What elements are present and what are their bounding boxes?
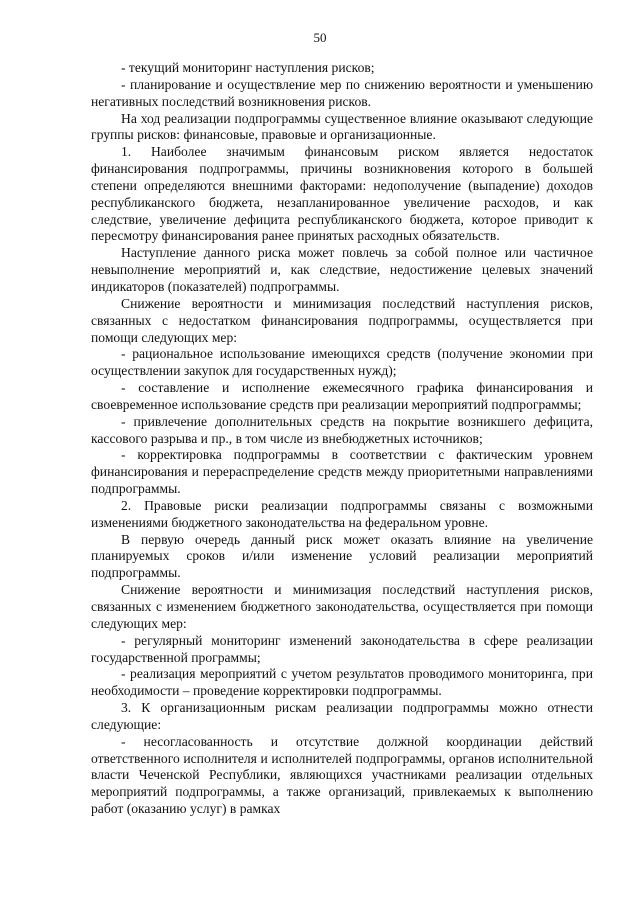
paragraph-risk-groups: На ход реализации подпрограммы существенное влияние оказывают следующие группы рисков: финансовые, правовые и организационные. [91,110,593,143]
list-item-additional-funds: - привлечение дополнительных средств на покрытие возникшего дефицита, кассового разрыва и пр., в том числе из внебюджетных источников; [91,413,593,446]
paragraph-legal-mitigation: Снижение вероятности и минимизация последствий наступления рисков, связанных с изменением бюджетного законодательства, осуществляется при помощи следующих мер: [91,582,593,631]
paragraph-financial-risk: 1. Наиболее значимым финансовым риском является недостаток финансирования подпрограммы, причины возникновения которого в большей степени определяются внешними факторами: недополучение (выпадение) доходов республиканского бюджета, незапланированное увеличение расходов, и как следствие, увеличение дефицита республиканского бюджета, которое приводит к пересмотру финансирования ранее принятых расходных обязательств. [91,144,593,244]
paragraph-financial-mitigation: Снижение вероятности и минимизация последствий наступления рисков, связанных с недостатком финансирования подпрограммы, осуществляется при помощи следующих мер: [91,295,593,345]
paragraph-legal-impact: В первую очередь данный риск может оказать влияние на увеличение планируемых сроков и/или изменение условий реализации мероприятий подпрограммы. [91,531,593,581]
list-item-legislation-monitoring: - регулярный мониторинг изменений законодательства в сфере реализации государственной программы; [91,632,593,665]
list-item-monthly-schedule: - составление и исполнение ежемесячного графика финансирования и своевременное использование средств при реализации мероприятий подпрограммы; [91,380,593,412]
list-item-adjustment: - корректировка подпрограммы в соответствии с фактическим уровнем финансирования и перераспределение средств между приоритетными направлениями подпрограммы. [91,447,593,497]
paragraph-legal-risk: 2. Правовые риски реализации подпрограммы связаны с возможными изменениями бюджетного законодательства на федеральном уровне. [91,497,593,530]
document-body [91,60,593,818]
list-item-planning: - планирование и осуществление мер по снижению вероятности и уменьшению негативных последствий возникновения рисков. [91,76,593,109]
list-item-implementation: - реализация мероприятий с учетом результатов проводимого мониторинга, при необходимости – проведение корректировки подпрограммы. [91,666,593,699]
list-item-rational-use: - рациональное использование имеющихся средств (получение экономии при осуществлении закупок для государственных нужд); [91,346,593,379]
paragraph-financial-consequences: Наступление данного риска может повлечь за собой полное или частичное невыполнение мероприятий и, как следствие, недостижение целевых значений индикаторов (показателей) подпрограммы. [91,245,593,294]
page-number: 50 [313,30,327,45]
list-item-monitoring: - текущий мониторинг наступления рисков; [121,60,375,75]
list-item-coordination: - несогласованность и отсутствие должной координации действий ответственного исполнителя и исполнителей подпрограммы, органов исполнительной власти Чеченской Республики, являющихся участниками реализации отдельных мероприятий подпрограммы, а также организаций, привлекаемых к выполнению работ (оказанию услуг) в рамках [91,733,593,817]
paragraph-organizational-risk: 3. К организационным рискам реализации подпрограммы можно отнести следующие: [91,700,593,732]
